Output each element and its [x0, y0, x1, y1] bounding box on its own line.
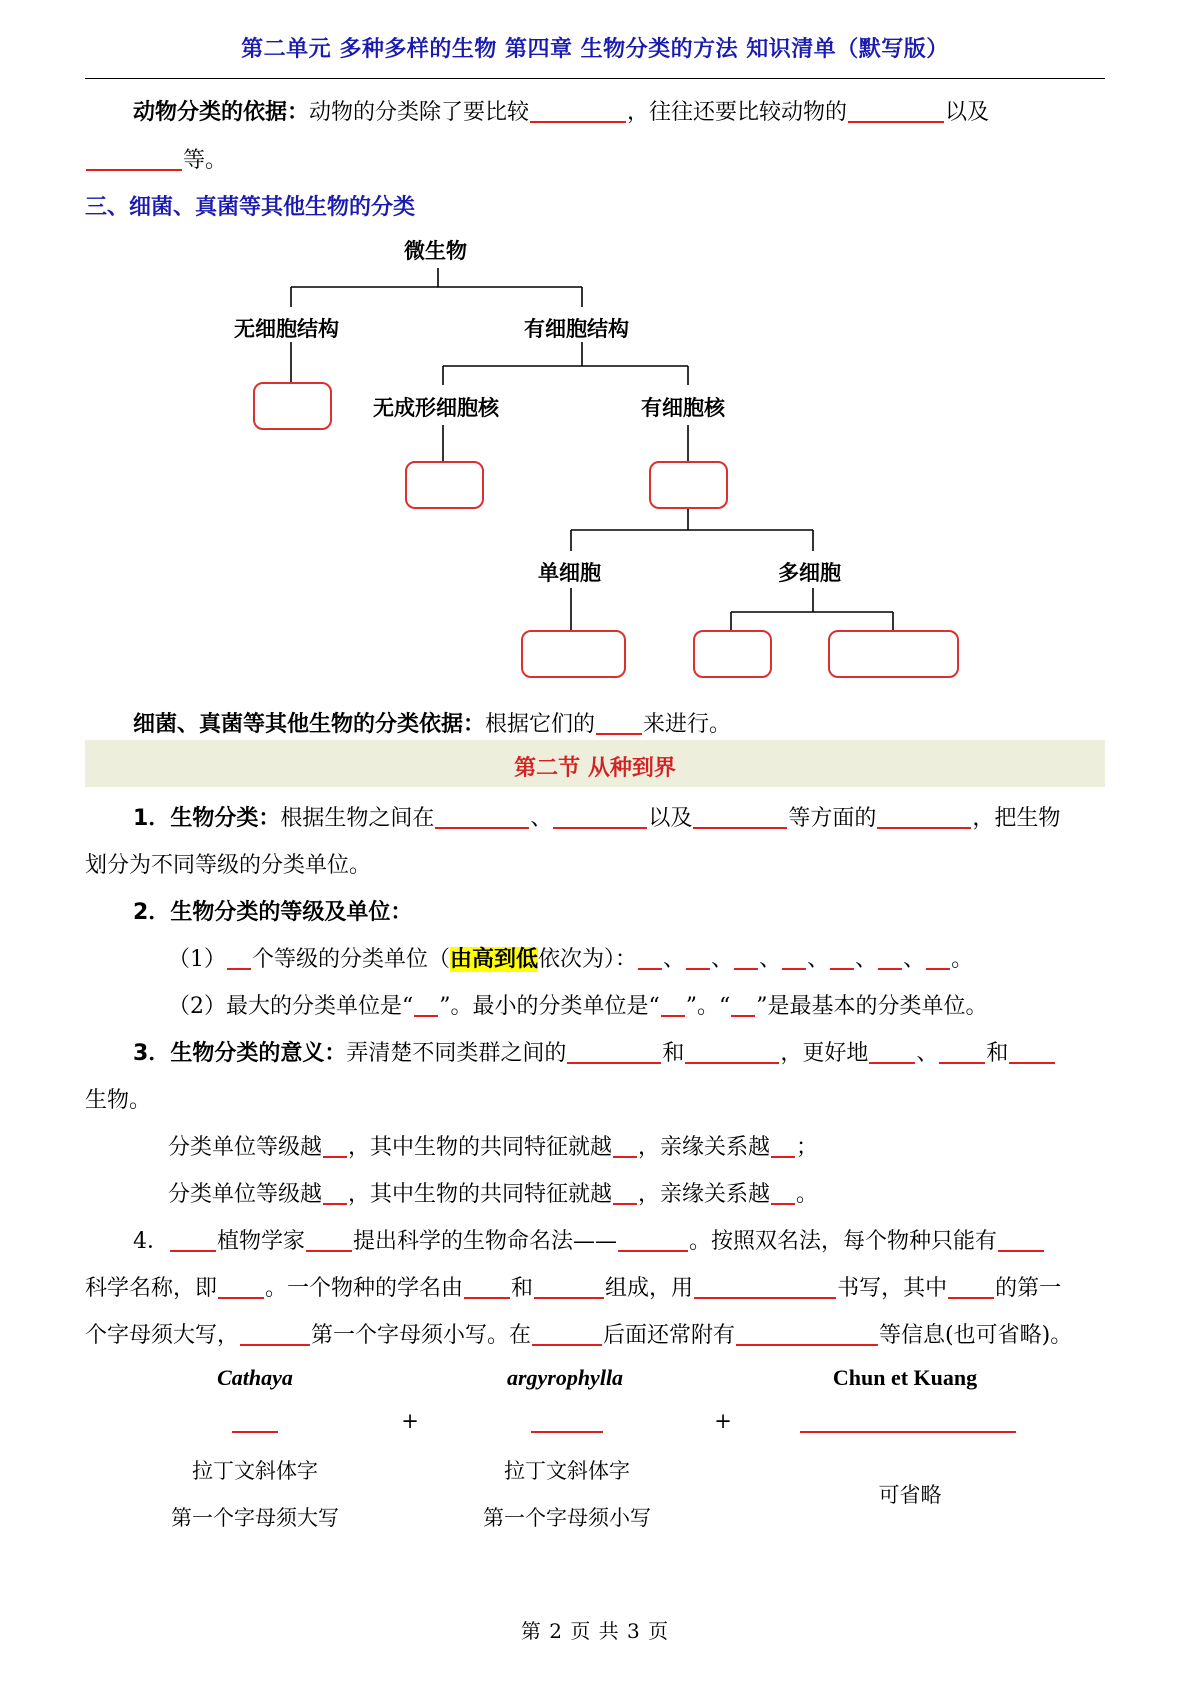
blank — [694, 1275, 836, 1299]
tree-node-root: 微生物 — [404, 239, 467, 263]
item3-line1-cont: 生物。 — [85, 1088, 152, 1113]
blank — [771, 1134, 795, 1158]
item4-line2: 科学名称，即 。一个物种的学名由 和 组成，用 书写，其中 的第一 — [85, 1276, 1062, 1301]
example-author: Chun et Kuang — [832, 1365, 978, 1390]
classification-tree-lines — [0, 0, 1190, 700]
other-basis-label: 细菌、真菌等其他生物的分类依据： — [133, 712, 486, 737]
item3-line3: 分类单位等级越 ，其中生物的共同特征就越 ，亲缘关系越 。 — [168, 1182, 819, 1207]
blank-genus — [232, 1431, 278, 1433]
item4-line3: 个字母须大写， 第一个字母须小写。在 后面还常附有 等信息(也可省略)。 — [85, 1323, 1073, 1348]
blank — [218, 1275, 264, 1299]
blank — [686, 946, 710, 970]
blank — [306, 1228, 352, 1252]
blank — [998, 1228, 1044, 1252]
blank — [227, 946, 251, 970]
blank — [1009, 1040, 1055, 1064]
answer-box-multi-cell-2[interactable] — [828, 630, 959, 678]
blank — [869, 1040, 915, 1064]
answer-box-single-cell[interactable] — [521, 630, 626, 678]
item1-line2: 划分为不同等级的分类单位。 — [85, 853, 372, 878]
blank — [736, 1322, 878, 1346]
blank — [553, 805, 647, 829]
animal-basis-line2: 等。 — [85, 143, 227, 174]
item1-line1: 1．生物分类：根据生物之间在 、 以及 等方面的 ，把生物 — [133, 806, 1061, 831]
blank — [323, 1134, 347, 1158]
blank — [414, 993, 438, 1017]
blank — [435, 805, 529, 829]
answer-box-bacteria[interactable] — [405, 461, 484, 509]
highlight-high-to-low: 由高到低 — [450, 947, 539, 972]
answer-box-multi-cell-1[interactable] — [693, 630, 772, 678]
blank — [618, 1228, 688, 1252]
blank — [731, 993, 755, 1017]
section2-title: 第二节 从种到界 — [514, 756, 676, 781]
blank — [734, 946, 758, 970]
blank — [596, 711, 642, 735]
blank — [877, 805, 971, 829]
blank — [878, 946, 902, 970]
tree-node-no-cell: 无细胞结构 — [234, 317, 339, 341]
genus-note-2: 第一个字母须大写 — [171, 1506, 339, 1530]
blank — [613, 1181, 637, 1205]
item4-line1: 4． 植物学家 提出科学的生物命名法—— 。按照双名法，每个物种只能有 — [133, 1224, 1045, 1255]
answer-box-virus[interactable] — [253, 382, 332, 430]
section3-heading: 三、细菌、真菌等其他生物的分类 — [85, 195, 416, 220]
item2-heading: 2．生物分类的等级及单位： — [133, 900, 413, 925]
tree-node-has-nucleus: 有细胞核 — [641, 396, 725, 420]
blank — [534, 1275, 604, 1299]
tree-node-single-cell: 单细胞 — [538, 561, 601, 585]
other-basis-line: 细菌、真菌等其他生物的分类依据：根据它们的 来进行。 — [133, 712, 732, 737]
animal-basis-label: 动物分类的依据： — [133, 100, 310, 125]
page-footer: 第 2 页 共 3 页 — [520, 1619, 670, 1643]
blank — [771, 1181, 795, 1205]
tree-node-has-cell: 有细胞结构 — [524, 317, 629, 341]
blank — [939, 1040, 985, 1064]
blank — [782, 946, 806, 970]
blank-author — [800, 1431, 1016, 1433]
item1-label: 生物分类： — [170, 806, 281, 831]
item2-sub2: （2）最大的分类单位是“ ”。最小的分类单位是“ ”。“ ”是最基本的分类单位。 — [168, 994, 988, 1019]
item2-label: 生物分类的等级及单位： — [170, 900, 413, 925]
example-genus: Cathaya — [217, 1365, 293, 1390]
item3-line1: 3．生物分类的意义：弄清楚不同类群之间的 和 ，更好地 、 和 — [133, 1036, 1056, 1067]
blank — [613, 1134, 637, 1158]
blank — [830, 946, 854, 970]
blank — [948, 1275, 994, 1299]
blank — [170, 1228, 216, 1252]
blank — [532, 1322, 602, 1346]
blank — [638, 946, 662, 970]
blank — [240, 1322, 310, 1346]
page-header-title: 第二单元 多种多样的生物 第四章 生物分类的方法 知识清单（默写版） — [241, 37, 949, 62]
blank — [685, 1040, 779, 1064]
genus-note-1: 拉丁文斜体字 — [192, 1459, 318, 1483]
tree-node-multi-cell: 多细胞 — [778, 561, 841, 585]
item3-line2: 分类单位等级越 ，其中生物的共同特征就越 ，亲缘关系越 ； — [168, 1135, 819, 1160]
item2-sub1: （1） 个等级的分类单位（由高到低依次为）： 、 、 、 、 、 、 。 — [168, 947, 974, 972]
blank — [926, 946, 950, 970]
item3-label: 生物分类的意义： — [170, 1041, 347, 1066]
blank — [661, 993, 685, 1017]
blank-species — [531, 1431, 603, 1433]
blank — [464, 1275, 510, 1299]
blank — [567, 1040, 661, 1064]
species-note-2: 第一个字母须小写 — [483, 1506, 651, 1530]
plus-sign-2: + — [714, 1409, 732, 1433]
blank — [323, 1181, 347, 1205]
animal-basis-line1: 动物分类的依据：动物的分类除了要比较 ，往往还要比较动物的 以及 — [133, 100, 990, 125]
blank — [693, 805, 787, 829]
plus-sign-1: + — [401, 1409, 419, 1433]
author-note: 可省略 — [878, 1483, 942, 1507]
species-note-1: 拉丁文斜体字 — [504, 1459, 630, 1483]
example-species: argyrophylla — [506, 1365, 624, 1390]
tree-node-no-nucleus: 无成形细胞核 — [373, 396, 499, 420]
answer-box-fungi[interactable] — [649, 461, 728, 509]
